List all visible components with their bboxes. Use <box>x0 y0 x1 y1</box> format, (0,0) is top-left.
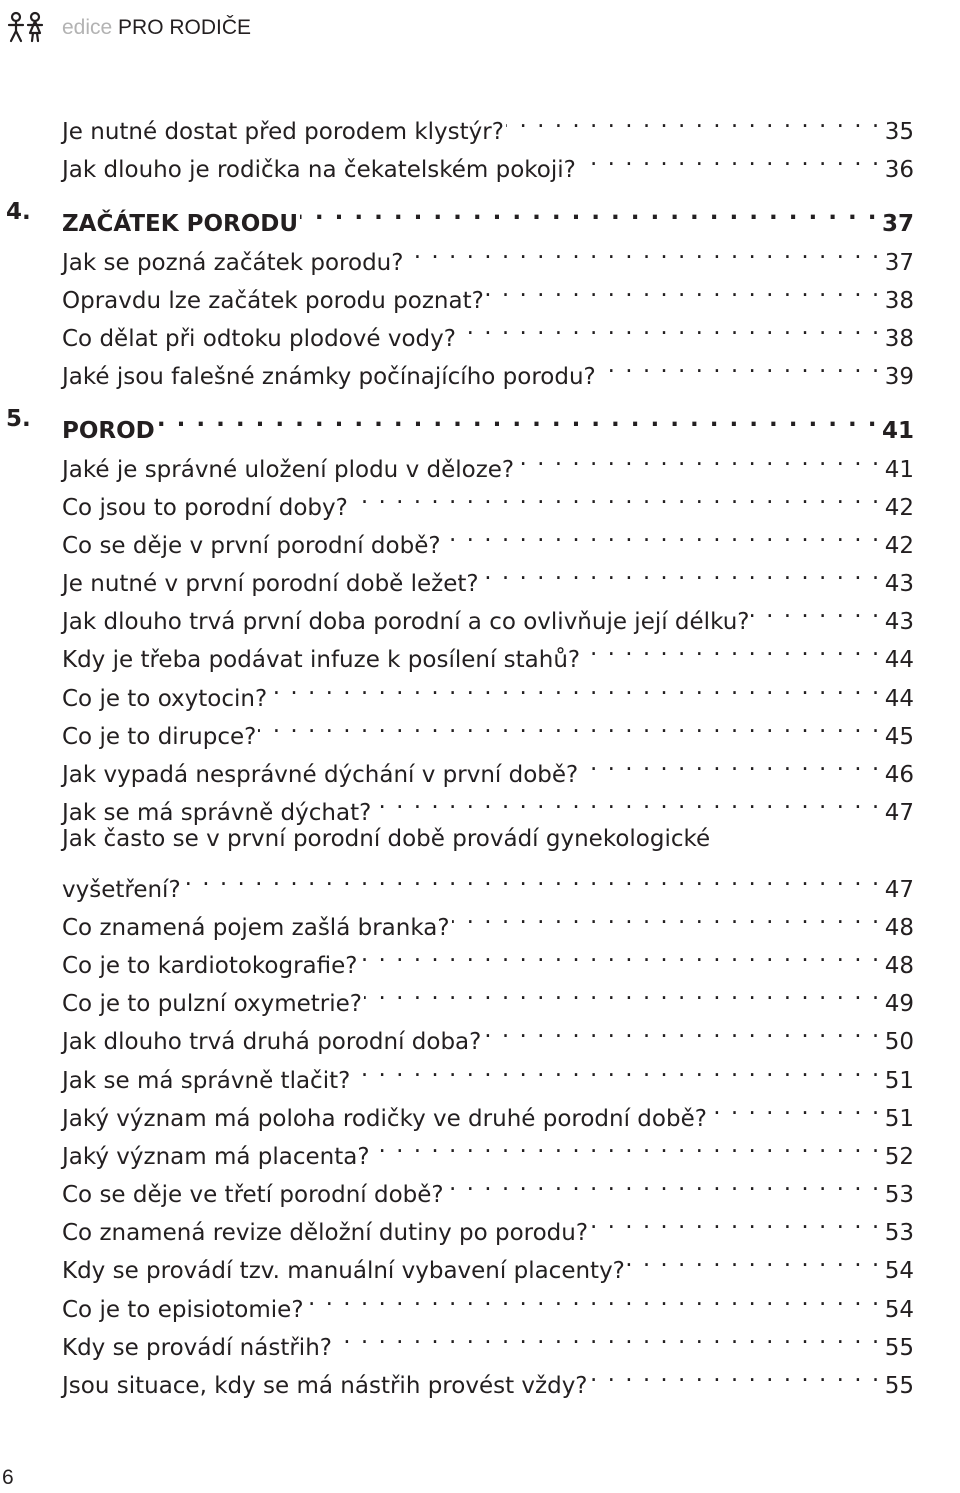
toc-entry <box>62 515 914 559</box>
toc-entry <box>62 935 914 979</box>
toc-entry-title: Jak se má správně tlačit? <box>62 1067 351 1094</box>
toc-entry <box>62 139 914 184</box>
toc-entry-title: Co jsou to porodní doby? <box>62 494 348 521</box>
toc-page-number: 47 <box>884 800 914 827</box>
toc-entry-title: vyšetření? <box>62 876 181 903</box>
toc-entry-title: Jak dlouho trvá druhá porodní doba? <box>62 1029 482 1056</box>
leader-dots <box>582 629 881 667</box>
toc-entry-title: Jak vypadá nesprávné dýchání v první době? <box>62 762 579 788</box>
toc-entry-title: Jsou situace, kdy se má nástřih provést vždy? <box>62 1373 588 1399</box>
leader-dots <box>598 346 881 384</box>
toc-page-number: 44 <box>884 685 914 712</box>
toc-entry-title: Kdy se provádí tzv. manuální vybavení placenty? <box>62 1258 625 1285</box>
chapter-title: POROD <box>62 418 155 445</box>
toc-entry-title: Opravdu lze začátek porodu poznat? <box>62 287 484 314</box>
toc-page-number: 49 <box>884 991 914 1018</box>
toc-page-number: 51 <box>884 1105 914 1132</box>
toc-page-number: 55 <box>884 1334 914 1361</box>
toc-entry <box>62 1279 914 1323</box>
toc-entry <box>62 706 914 750</box>
leader-dots <box>486 270 881 308</box>
toc-entry-title: Jaké je správné uložení plodu v děloze? <box>62 456 515 483</box>
toc-page-number: 48 <box>884 914 914 941</box>
leader-dots <box>334 1317 881 1355</box>
leader-dots <box>364 973 881 1011</box>
toc-page-number: 38 <box>884 325 914 352</box>
toc-page-number: 35 <box>884 119 914 145</box>
toc-entry <box>62 101 914 145</box>
toc-entry <box>62 553 914 598</box>
toc-entry-title: Je nutné v první porodní době ležet? <box>62 571 479 598</box>
toc-page-number: 42 <box>884 532 914 559</box>
series-edice: edice <box>62 16 113 39</box>
toc-page-number: 44 <box>884 647 914 674</box>
toc-page-number: 51 <box>884 1067 914 1094</box>
leader-dots <box>709 1088 881 1126</box>
toc-page-number: 36 <box>884 157 914 184</box>
leader-dots <box>300 193 878 231</box>
toc-entry-title: Co je to oxytocin? <box>62 685 268 712</box>
toc-entry <box>62 1011 914 1056</box>
toc-entry-title: Co dělat při odtoku plodové vody? <box>62 325 456 352</box>
toc-page-number: 53 <box>884 1220 914 1247</box>
toc-page-number: 45 <box>884 723 914 750</box>
leader-dots <box>452 897 881 935</box>
toc-entry-title: Jak dlouho trvá první doba porodní a co ovlivňuje její délku? <box>62 609 750 636</box>
chapter-number: 4. <box>6 199 31 226</box>
toc-page-number: 48 <box>884 952 914 979</box>
series-title <box>62 16 251 40</box>
toc-page-number: 50 <box>884 1029 914 1056</box>
leader-dots <box>352 1050 880 1088</box>
toc-entry-title: Co je to dirupce? <box>62 723 257 750</box>
toc-page-number: 47 <box>884 876 914 903</box>
toc-entry-title: Jak se má správně dýchat? <box>62 800 372 827</box>
toc-entry <box>62 782 914 827</box>
toc-entry-title: Co se děje v první porodní době? <box>62 532 441 559</box>
toc-entry-title: Co je to pulzní oxymetrie? <box>62 991 362 1018</box>
toc-entry-title: Jak se pozná začátek porodu? <box>62 249 404 276</box>
toc-entry <box>62 346 914 391</box>
toc-page-number: 55 <box>884 1373 914 1399</box>
toc-page-number: 38 <box>884 287 914 314</box>
leader-dots <box>590 1202 881 1240</box>
leader-dots <box>373 782 880 820</box>
toc-page-number: 41 <box>881 418 914 445</box>
series-name: PRO RODIČE <box>118 16 252 39</box>
toc-entry <box>62 629 914 674</box>
toc-chapter <box>6 193 914 238</box>
leader-dots <box>443 515 881 553</box>
toc-entry-title: Jaký význam má placenta? <box>62 1143 370 1170</box>
leader-dots <box>359 935 880 973</box>
page-number: 6 <box>2 1466 14 1489</box>
toc-entry-title: Co je to kardiotokografie? <box>62 952 358 979</box>
chapter-title: ZAČÁTEK PORODU <box>62 211 299 238</box>
toc-page-number: 37 <box>881 211 914 238</box>
toc-entry-title: Jaké jsou falešné známky počínajícího porodu? <box>62 364 596 391</box>
toc-entry <box>62 744 914 788</box>
toc-entry <box>62 1126 914 1170</box>
leader-dots <box>446 1164 881 1202</box>
toc-entry <box>62 859 914 903</box>
toc-entry <box>62 1240 914 1285</box>
toc-page-number: 54 <box>884 1258 914 1285</box>
toc-entry <box>62 1164 914 1209</box>
toc-entry <box>62 897 914 941</box>
toc-page-number: 37 <box>884 249 914 276</box>
toc-entry-title: Co se děje ve třetí porodní době? <box>62 1182 444 1209</box>
leader-dots <box>481 553 881 591</box>
toc-page-number: 42 <box>884 494 914 521</box>
leader-dots <box>506 101 881 139</box>
toc-page-number: 46 <box>884 762 914 788</box>
leader-dots <box>580 744 880 782</box>
toc-entry <box>62 591 914 636</box>
toc-page-number: 53 <box>884 1182 914 1209</box>
toc-entry-title: Co znamená revize děložní dutiny po porodu? <box>62 1220 589 1247</box>
toc-entry <box>62 1317 914 1361</box>
leader-dots <box>258 706 880 744</box>
toc-page-number: 43 <box>884 609 914 636</box>
family-logo-icon <box>6 11 48 45</box>
leader-dots <box>372 1126 881 1164</box>
leader-dots <box>183 859 881 897</box>
toc-entry-title: Kdy je třeba podávat infuze k posílení stahů? <box>62 647 581 674</box>
toc-entry-title: Kdy se provádí nástřih? <box>62 1334 332 1361</box>
leader-dots <box>627 1240 881 1278</box>
toc-page-number: 39 <box>884 364 914 391</box>
toc-entry-title: Jaký význam má poloha rodičky ve druhé porodní době? <box>62 1105 707 1132</box>
toc-entry-title: Co znamená pojem zašlá branka? <box>62 914 450 941</box>
leader-dots <box>306 1279 881 1317</box>
toc-entry-title: Jak dlouho je rodička na čekatelském pokoji? <box>62 157 576 184</box>
toc-entry <box>62 1088 914 1132</box>
chapter-number: 5. <box>6 406 31 433</box>
leader-dots <box>269 668 881 706</box>
toc-entry <box>62 1202 914 1247</box>
toc-entry <box>62 270 914 314</box>
leader-dots <box>405 232 880 270</box>
leader-dots <box>578 139 881 177</box>
leader-dots <box>590 1355 881 1393</box>
leader-dots <box>516 439 881 477</box>
table-of-contents <box>6 101 914 1399</box>
page-header <box>6 8 251 48</box>
toc-page-number: 41 <box>884 456 914 483</box>
leader-dots <box>157 400 878 438</box>
toc-page-number: 54 <box>884 1296 914 1323</box>
toc-entry <box>62 973 914 1018</box>
leader-dots <box>751 591 880 629</box>
toc-entry <box>62 232 914 276</box>
toc-entry <box>62 308 914 352</box>
toc-entry <box>62 1050 914 1094</box>
toc-entry-title: Co je to episiotomie? <box>62 1296 304 1323</box>
leader-dots <box>483 1011 880 1049</box>
toc-chapter <box>6 400 914 445</box>
toc-entry <box>62 1355 914 1399</box>
toc-entry-title: Je nutné dostat před porodem klystýr? <box>62 119 504 145</box>
toc-entry <box>62 477 914 521</box>
leader-dots <box>350 477 881 515</box>
toc-entry <box>62 668 914 712</box>
toc-entry-title: Jak často se v první porodní době provádí gynekologické <box>62 826 711 853</box>
toc-entry <box>62 439 914 483</box>
toc-page-number: 52 <box>884 1143 914 1170</box>
toc-page-number: 43 <box>884 571 914 598</box>
leader-dots <box>458 308 881 346</box>
